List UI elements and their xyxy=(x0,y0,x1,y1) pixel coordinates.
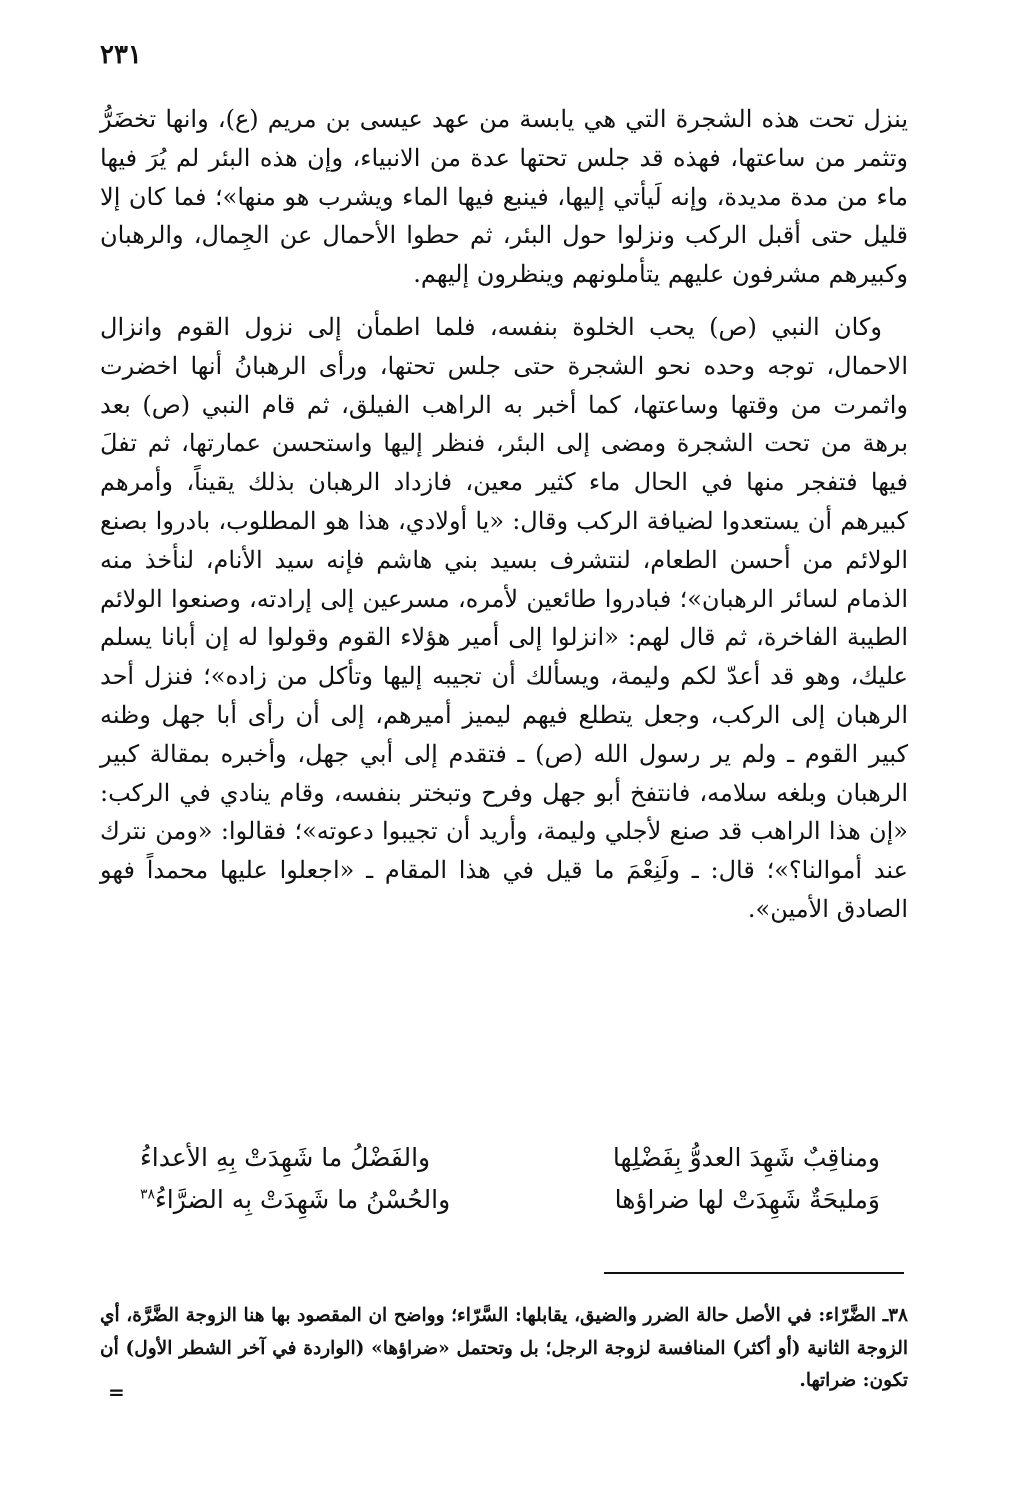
footnote-reference: ٣٨ xyxy=(140,1186,156,1203)
poem-line-1-first-hemistich: ومناقِبٌ شَهِدَ العدوُّ بِفَضْلِها xyxy=(612,1142,880,1172)
footnote-text: ٣٨ـ الضَّرّاء: في الأصل حالة الضرر والضيق، يقابلها: السَّرّاء؛ وواضح ان المقصود بها هنا الزوجة الضَّرَّة، أي الزوجة الثانية (أو أكثر) المنافسة لزوجة الرجل؛ بل وتحتمل «ضراؤها» (الواردة في آخر الشطر الأول) أن تكون: ضراتها. xyxy=(100,1305,908,1391)
footnote-divider xyxy=(604,1272,904,1274)
continuation-mark: = xyxy=(108,1380,125,1404)
poem-line-2-second-hemistich xyxy=(140,1185,450,1214)
page-number: ٢٣١ xyxy=(100,40,142,70)
poem-line-2 xyxy=(140,1178,880,1220)
poem-line-2-second-hemistich-text: والحُسْنُ ما شَهِدَتْ بِه الضرَّاءُ xyxy=(155,1184,451,1214)
footnote xyxy=(100,1300,908,1398)
poem xyxy=(140,1136,880,1220)
poem-line-1 xyxy=(140,1136,880,1178)
body-text xyxy=(100,100,908,929)
paragraph-2: وكان النبي (ص) يحب الخلوة بنفسه، فلما اطمأن إلى نزول القوم وانزال الاحمال، توجه وحده نحو الشجرة حتى جلس تحتها، ورأى الرهبانُ أنها اخضرت واثمرت من وقتها وساعتها، كما أخبر به الراهب الفيلق، ثم قام النبي (ص) بعد برهة من تحت الشجرة ومضى إلى البئر، فنظر إليها واستحسن عمارتها، ثم تفلَ فيها فتفجر منها في الحال ماء كثير معين، فازداد الرهبان بذلك يقيناً، وأمرهم كبيرهم أن يستعدوا لضيافة الركب وقال: «يا أولادي، هذا هو المطلوب، بادروا بصنع الولائم من أحسن الطعام، لنتشرف بسيد بني هاشم فإنه سيد الأنام، لنأخذ منه الذمام لسائر الرهبان»؛ فبادروا طائعين لأمره، مسرعين إلى إرادته، وصنعوا الولائم الطيبة الفاخرة، ثم قال لهم: «انزلوا إلى أمير هؤلاء القوم وقولوا له إن أبانا يسلم عليك، وهو قد أعدّ لكم وليمة، ويسألك أن تجيبه إليها وتأكل من زاده»؛ فنزل أحد الرهبان إلى الركب، وجعل يتطلع فيهم ليميز أميرهم، إلى أن رأى أبا جهل وظنه كبير القوم ـ ولم ير رسول الله (ص) ـ فتقدم إلى أبي جهل، وأخبره بمقالة كبير الرهبان وبلغه سلامه، فانتفخ أبو جهل وفرح وتبختر بنفسه، وقام ينادي في الركب: «إن هذا الراهب قد صنع لأجلي وليمة، وأريد أن تجيبوا دعوته»؛ فقالوا: «ومن نترك عند أموالنا؟»؛ قال: ـ ولَنِعْمَ ما قيل في هذا المقام ـ «اجعلوا عليها محمداً فهو الصادق الأمين». xyxy=(100,312,908,923)
poem-line-2-first-hemistich: وَمليحَةٌ شَهِدَتْ لها ضراؤها xyxy=(614,1184,880,1214)
poem-line-1-second-hemistich: والفَضْلُ ما شَهِدَتْ بِهِ الأعداءُ xyxy=(140,1142,431,1172)
paragraph-1: ينزل تحت هذه الشجرة التي هي يابسة من عهد عيسى بن مريم (ع)، وانها تخضَرُّ وتثمر من ساعتها، فهذه قد جلس تحتها عدة من الانبياء، وإن هذه البئر لم يُرَ فيها ماء من مدة مديدة، وإنه لَيأتي إليها، فينبع فيها الماء ويشرب هو منها»؛ فما كان إلا قليل حتى أقبل الركب ونزلوا حول البئر، ثم حطوا الأحمال عن الجِمال، والرهبان وكبيرهم مشرفون عليهم يتأملونهم وينظرون إليهم. xyxy=(100,105,908,289)
